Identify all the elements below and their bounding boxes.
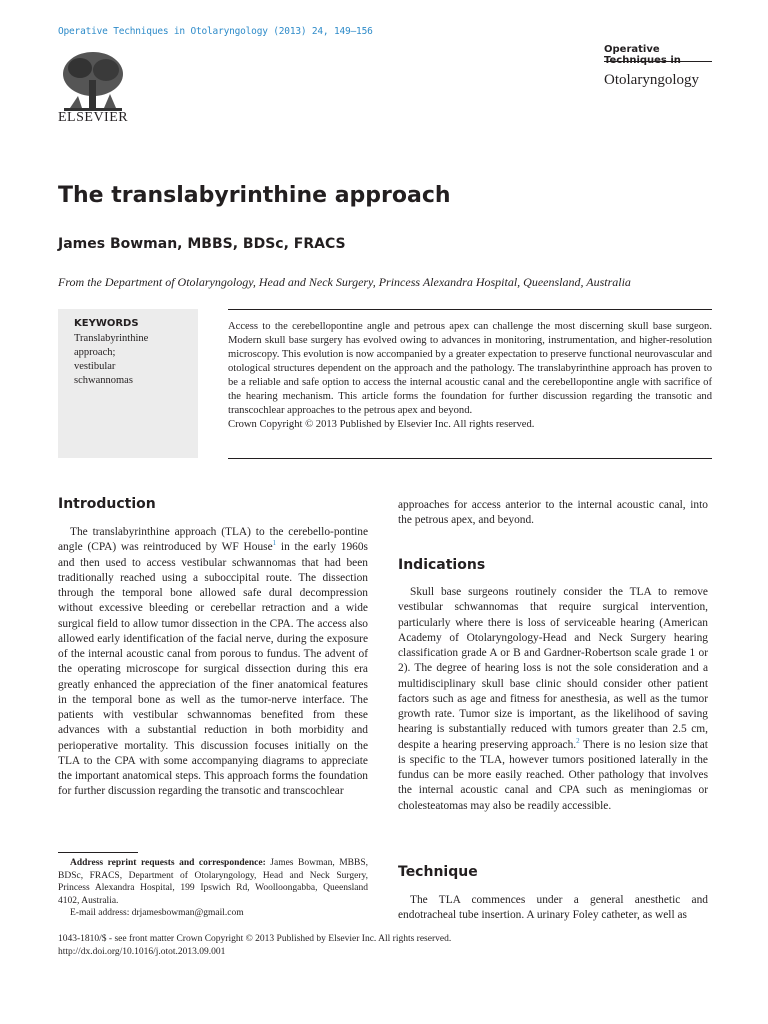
indications-paragraph — [398, 585, 708, 814]
abstract-bottom-rule — [228, 458, 712, 459]
technique-heading: Technique — [398, 864, 478, 880]
correspondence-footnote — [58, 857, 368, 920]
journal-divider — [604, 61, 712, 62]
intro-text-b: in the early 1960s and then used to access vestibular schwannomas that had been traditionally reached using a suboccipital route. The dissection through the temporal bone allowed safe dural decompression without excessive bleeding or cerebellar retraction and a wide surgical field to allow tumor dissection in the CPA. The access also allowed early identification of the facial nerve, during the exposure of the internal acoustic canal from porous to fundus. The advent of the operating microscope for surgical dissection during this era greatly enhanced the appreciation of the finer anatomical features in the temporal bone as well as the tumor-nerve interface. The patients with vestibular schwannomas benefited from these advances with a substantial reduction in both morbidity and perioperative mortality. This discussion focuses initially on the TLA to the CPA with some accompanying diagrams to appreciate the important anatomical steps. This approach forms the foundation for further discussion regarding the transotic and transcochlear — [58, 541, 368, 798]
journal-name — [604, 44, 712, 89]
article-affiliation: From the Department of Otolaryngology, Head and Neck Surgery, Princess Alexandra Hospital, Queensland, Australia — [58, 275, 631, 289]
footnote-text: James Bowman, MBBS, BDSc, FRACS, Department of Otolaryngology, Head and Neck Surgery, Princess Alexandra Hospital, 199 Ipswich Rd, Woolloongabba, Queensland 4102, Australia. — [58, 858, 368, 906]
abstract-text: Access to the cerebellopontine angle and petrous apex can challenge the most discerning skull base surgeon. Modern skull base surgery has evolved owing to advances in monitoring, instrumentation, and higher-resolution microscopy. This evolution is now accompanied by a greater expectation to preserve functional neurovascular and otological structures dependent on the approach and the pathology. The translabyrinthine approach has proven to be a reliable and safe option to access the internal acoustic canal and the cerebellopontine angle with sacrifice of the hearing mechanism. This article forms the foundation for further discussion regarding the transotic and transcochlear approaches to the petrous apex and beyond. — [228, 321, 712, 416]
footnote-label: Address reprint requests and correspondence: — [70, 858, 266, 868]
keywords-title: KEYWORDS — [74, 318, 139, 329]
journal-citation[interactable]: Operative Techniques in Otolaryngology (2013) 24, 149–156 — [58, 26, 373, 37]
publisher-name: ELSEVIER — [58, 110, 129, 125]
indications-text-b: There is no lesion size that is specific to the TLA, however tumors positioned laterally in the fundus can be more easily reached. Other pathology that involves the internal acoustic canal and CPA such as meningiomas or cholesteatomas may also be readily accessible. — [398, 738, 708, 812]
keyword-item: schwannomas — [74, 375, 133, 386]
keyword-item: approach; — [74, 347, 116, 358]
reference-link[interactable]: 1 — [272, 539, 277, 548]
keyword-item: vestibular — [74, 361, 116, 372]
introduction-continued: approaches for access anterior to the internal acoustic canal, into the petrous apex, and beyond. — [398, 499, 708, 527]
abstract-top-rule — [228, 309, 712, 310]
indications-text-a: Skull base surgeons routinely consider the TLA to remove vestibular schwannomas that require surgical intervention, particularly where there is loss of serviceable hearing (American Academy of Otolaryngology-Head and Neck Surgery hearing classification grade A or B and Gardner-Robertson scale grade 1 or 2). The degree of hearing loss is not the sole consideration and a multidisciplinary skull base clinic should consider other patient factors such as age and fitness for anesthesia, as well as the tumor growth rate. Tumor size is important, as the likelihood of saving hearing is substantially reduced with tumors greater than 2.5 cm, despite a hearing preserving approach. — [398, 586, 708, 751]
journal-name-small: Operative — [604, 44, 660, 55]
intro-text-a: The translabyrinthine approach (TLA) to the cerebello-pontine angle (CPA) was reintroduced by WF House — [58, 526, 368, 554]
introduction-heading: Introduction — [58, 496, 156, 512]
journal-name-big: Otolaryngology — [604, 72, 699, 88]
abstract-copyright: Crown Copyright © 2013 Published by Elsevier Inc. All rights reserved. — [228, 419, 535, 430]
footnote-email[interactable]: E-mail address: drjamesbowman@gmail.com — [70, 908, 244, 918]
keyword-item: Translabyrinthine — [74, 333, 149, 344]
article-title: The translabyrinthine approach — [58, 183, 451, 208]
introduction-paragraph — [58, 525, 368, 800]
doi-link[interactable]: http://dx.doi.org/10.1016/j.otot.2013.09.001 — [58, 946, 226, 957]
keywords-list — [74, 332, 148, 388]
footnote-rule — [58, 852, 138, 853]
abstract — [228, 320, 712, 432]
issn-copyright: 1043-1810/$ - see front matter Crown Copyright © 2013 Published by Elsevier Inc. All rights reserved. — [58, 934, 452, 944]
indications-heading: Indications — [398, 557, 486, 573]
article-author: James Bowman, MBBS, BDSc, FRACS — [58, 236, 346, 252]
technique-paragraph: The TLA commences under a general anesthetic and endotracheal tube insertion. A urinary Foley catheter, as well as — [398, 894, 708, 922]
front-matter — [58, 933, 451, 958]
reference-link[interactable]: 2 — [576, 736, 580, 745]
